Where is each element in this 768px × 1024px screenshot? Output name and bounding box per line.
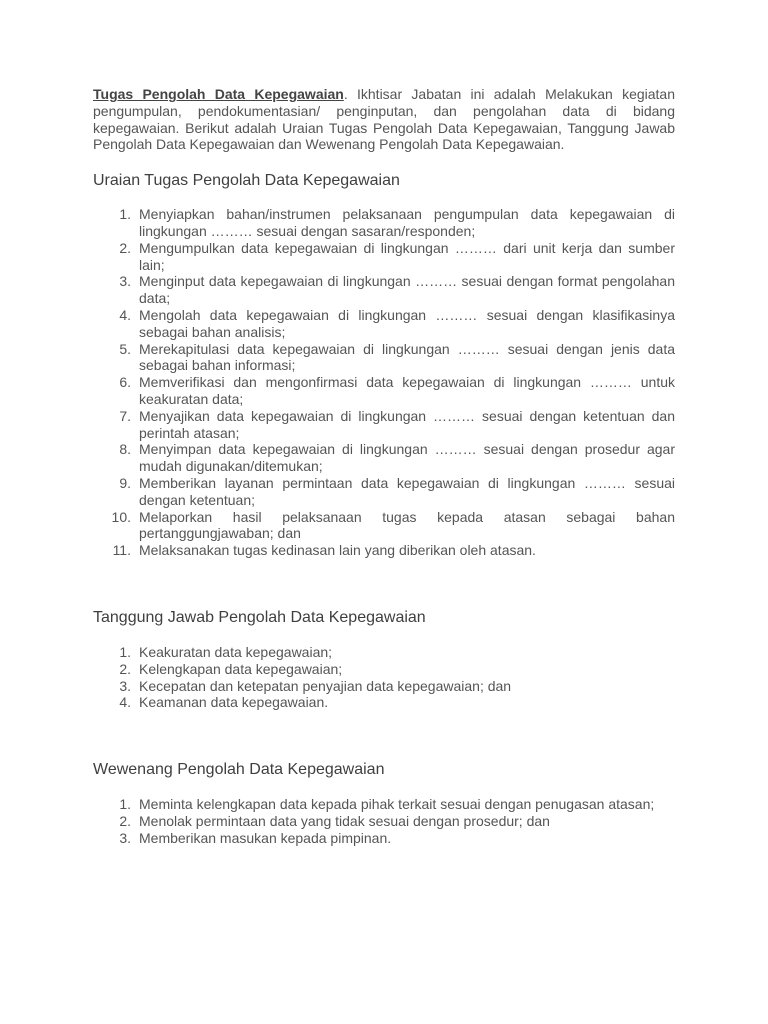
document-page [93, 86, 675, 847]
list-item [93, 374, 675, 408]
list-text: Memberikan masukan kepada pimpinan. [139, 829, 392, 846]
list-item [93, 694, 675, 711]
list-text: Melaporkan hasil pelaksanaan tugas kepada atasan sebagai bahan pertanggungjawaban; dan [139, 508, 675, 542]
intro-text: . Ikhtisar Jabatan ini adalah Melakukan kegiatan pengumpulan, pendokumentasian/ penginputan, dan pengolahan data di bidang kepegawaian. Berikut adalah Uraian Tugas Pengolah Data Kepegawaian, Tanggung Jawab Pengolah Data Kepegawaian dan Wewenang Pengolah Data Kepegawaian. [93, 86, 675, 153]
list-number: 6. [119, 374, 131, 391]
list-number: 7. [119, 407, 131, 424]
list-text: Keakuratan data kepegawaian; [139, 643, 333, 660]
list-item [93, 661, 675, 678]
list-number: 9. [119, 474, 131, 491]
list-item [93, 813, 675, 830]
list-item [93, 273, 675, 307]
list-text: Memverifikasi dan mengonfirmasi data kepegawaian di lingkungan ……… untuk keakuratan data; [139, 374, 675, 407]
list-item [93, 796, 675, 813]
list-text: Mengumpulkan data kepegawaian di lingkungan ……… dari unit kerja dan sumber lain; [139, 239, 675, 273]
list-item [93, 509, 675, 543]
uraian-list [93, 206, 675, 559]
list-item [93, 542, 675, 559]
list-number: 2. [119, 660, 131, 677]
list-item [93, 441, 675, 475]
list-text: Meminta kelengkapan data kepada pihak terkait sesuai dengan penugasan atasan; [139, 796, 655, 813]
list-number: 8. [119, 441, 131, 458]
list-item [93, 644, 675, 661]
list-item [93, 307, 675, 341]
list-number: 3. [119, 677, 131, 694]
tanggung-jawab-heading: Tanggung Jawab Pengolah Data Kepegawaian [93, 608, 426, 626]
list-text: Kelengkapan data kepegawaian; [139, 660, 343, 677]
list-number: 1. [119, 796, 131, 813]
list-item [93, 475, 675, 509]
list-number: 4. [119, 694, 131, 711]
list-item [93, 830, 675, 847]
list-text: Menyimpan data kepegawaian di lingkungan ……… sesuai dengan prosedur agar mudah digunakan/ditemukan; [139, 441, 675, 475]
list-text: Melaksanakan tugas kedinasan lain yang diberikan oleh atasan. [139, 542, 536, 559]
list-number: 5. [119, 340, 131, 357]
list-text: Menginput data kepegawaian di lingkungan ……… sesuai dengan format pengolahan data; [139, 273, 675, 307]
list-number: 3. [119, 829, 131, 846]
list-item [93, 240, 675, 274]
list-text: Menyajikan data kepegawaian di lingkungan ……… sesuai dengan ketentuan dan perintah atasan; [139, 407, 675, 441]
list-number: 11. [112, 542, 131, 559]
list-text: Memberikan layanan permintaan data kepegawaian di lingkungan ……… sesuai dengan ketentuan; [139, 474, 675, 508]
uraian-heading: Uraian Tugas Pengolah Data Kepegawaian [93, 172, 400, 190]
list-text: Mengolah data kepegawaian di lingkungan ……… sesuai dengan klasifikasinya sebagai bahan analisis; [139, 306, 675, 340]
tanggung-jawab-list [93, 644, 675, 711]
list-text: Menolak permintaan data yang tidak sesuai dengan prosedur; dan [139, 812, 550, 829]
list-text: Menyiapkan bahan/instrumen pelaksanaan pengumpulan data kepegawaian di lingkungan ……… sesuai dengan sasaran/responden; [139, 206, 675, 239]
list-number: 10. [111, 508, 131, 525]
list-item [93, 678, 675, 695]
intro-paragraph [93, 86, 675, 153]
intro-lead-title: Tugas Pengolah Data Kepegawaian [93, 86, 344, 102]
list-number: 3. [119, 273, 131, 290]
list-item [93, 408, 675, 442]
list-text: Keamanan data kepegawaian. [139, 694, 329, 711]
wewenang-heading: Wewenang Pengolah Data Kepegawaian [93, 761, 385, 779]
wewenang-list [93, 796, 675, 846]
list-text: Kecepatan dan ketepatan penyajian data kepegawaian; dan [139, 677, 512, 694]
list-text: Merekapitulasi data kepegawaian di lingkungan ……… sesuai dengan jenis data sebagai bahan informasi; [139, 340, 675, 374]
list-number: 2. [119, 812, 131, 829]
list-number: 1. [119, 643, 131, 660]
list-item [93, 206, 675, 240]
list-item [93, 341, 675, 375]
list-number: 4. [119, 306, 131, 323]
list-number: 1. [119, 206, 131, 223]
list-number: 2. [119, 239, 131, 256]
